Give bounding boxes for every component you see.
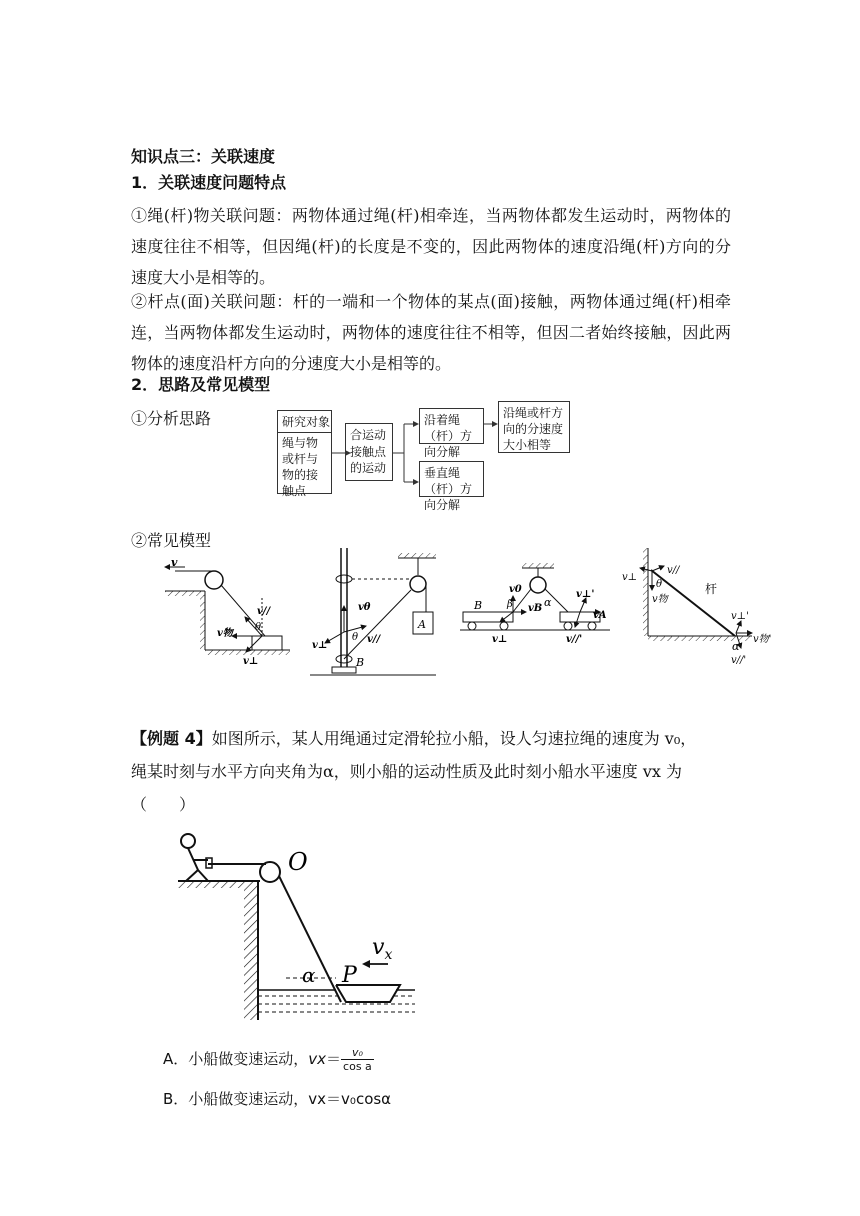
analysis-label: ①分析思路: [131, 409, 212, 428]
velocity-v: v: [372, 935, 385, 960]
velocity-sub-x: x: [384, 947, 393, 963]
m4-v-object-prime-label: v物': [753, 634, 772, 645]
option-a-var: vx: [308, 1050, 327, 1068]
m1-v-object-label: v物: [217, 628, 233, 639]
m4-theta-label: θ: [656, 579, 663, 590]
m2-b-label: B: [356, 656, 365, 669]
option-a[interactable]: [163, 1046, 374, 1073]
option-a-fraction: [341, 1046, 374, 1073]
m4-alpha-label: α: [732, 640, 740, 653]
m2-v-perp-label: v⊥: [312, 640, 328, 651]
m2-v-theta-label: vθ: [358, 602, 371, 613]
velocity-vx-label: [372, 935, 392, 963]
models-label: ②常见模型: [131, 531, 212, 550]
flow-box-along-rope: 沿着绳（杆）方向分解: [419, 408, 484, 444]
m1-theta-label: θ: [255, 622, 262, 633]
m4-v-perp-prime-label: v⊥': [731, 611, 749, 622]
m1-v-perp-label: v⊥: [243, 656, 259, 667]
angle-alpha-label: α: [302, 963, 316, 987]
option-a-eq: ＝: [326, 1050, 342, 1068]
option-a-numerator: v₀: [341, 1046, 374, 1060]
option-a-prefix: A．小船做变速运动，: [163, 1050, 309, 1068]
option-b-expression: vx＝v₀cosα: [308, 1090, 392, 1108]
m2-v-parallel-label: v//: [367, 634, 381, 645]
example-line-1: [131, 726, 696, 752]
m4-v-parallel-label: v//: [667, 565, 680, 576]
example-text-1: 如图所示，某人用绳通过定滑轮拉小船，设人匀速拉绳的速度为 v₀，: [211, 729, 697, 748]
m3-v-zero-label: v0: [509, 584, 522, 595]
model-2-pole-ring: [310, 548, 436, 675]
m3-v-perp-label: v⊥: [492, 634, 508, 645]
m4-v-parallel-prime-label: v//': [731, 655, 747, 666]
m1-v-parallel-label: v//: [257, 606, 271, 617]
model-4-sliding-rod: [622, 548, 771, 666]
m3-v-a-label: vA: [593, 610, 607, 621]
flow-box-research-object-title: 研究对象: [282, 415, 331, 429]
model-1-rope-pulley: [165, 556, 290, 667]
option-b-prefix: B．小船做变速运动，: [163, 1090, 309, 1108]
m3-v-b-label: vB: [528, 603, 543, 614]
flow-box-resultant-detail: 接触点的运动: [350, 445, 387, 475]
m3-v-perp-prime-label: v⊥': [576, 589, 595, 600]
flow-box-resultant-title: 合运动: [350, 428, 387, 442]
point-p-label: P: [342, 963, 357, 988]
model-3-two-carts: [460, 563, 610, 645]
paragraph-rope-rod: ①绳(杆)物关联问题：两物体通过绳(杆)相牵连，当两物体都发生运动时，两物体的速度往往不相等，但因绳(杆)的长度是不变的，因此两物体的速度沿绳(杆)方向的分速度大小是相等的。: [131, 206, 731, 287]
point-o-label: O: [288, 848, 308, 876]
subheading-models: 2．思路及常见模型: [131, 375, 271, 394]
example-line-2: 绳某时刻与水平方向夹角为α，则小船的运动性质及此时刻小船水平速度 vx 为: [131, 762, 683, 781]
flow-box-research-object-detail: 绳与物或杆与物的接触点: [282, 436, 319, 498]
answer-blank: （ ）: [131, 795, 196, 814]
m4-v-perp-label: v⊥: [622, 572, 638, 583]
example-tag: 【例题 4】: [131, 729, 212, 748]
flow-box-perpendicular-rope: 垂直绳（杆）方向分解: [419, 461, 484, 497]
option-b[interactable]: [163, 1088, 391, 1109]
m3-alpha-label: α: [544, 596, 552, 609]
flow-box-equal-components: 沿绳或杆方向的分速度大小相等: [498, 401, 570, 453]
m2-theta-label: θ: [352, 632, 359, 643]
boat-pulley-figure: [160, 830, 430, 1030]
m3-beta-label: β: [507, 599, 513, 610]
m1-v-label: v: [171, 556, 178, 569]
m4-v-object-label: v物: [652, 594, 668, 605]
option-a-denominator: cos a: [343, 1060, 372, 1073]
m4-rod-label: 杆: [705, 582, 718, 596]
section-title: 知识点三：关联速度: [131, 147, 276, 166]
paragraph-rod-point: ②杆点(面)关联问题：杆的一端和一个物体的某点(面)接触，两物体通过绳(杆)相牵连，当两物体都发生运动时，两物体的速度往往不相等，但因二者始终接触，因此两物体的速度沿杆方向的分速度大小是相等的。: [131, 292, 731, 373]
m3-b-label: B: [474, 599, 483, 612]
m2-a-label: A: [418, 618, 426, 631]
m3-v-parallel-prime-label: v//': [566, 634, 583, 645]
subheading-features: 1．关联速度问题特点: [131, 173, 287, 192]
